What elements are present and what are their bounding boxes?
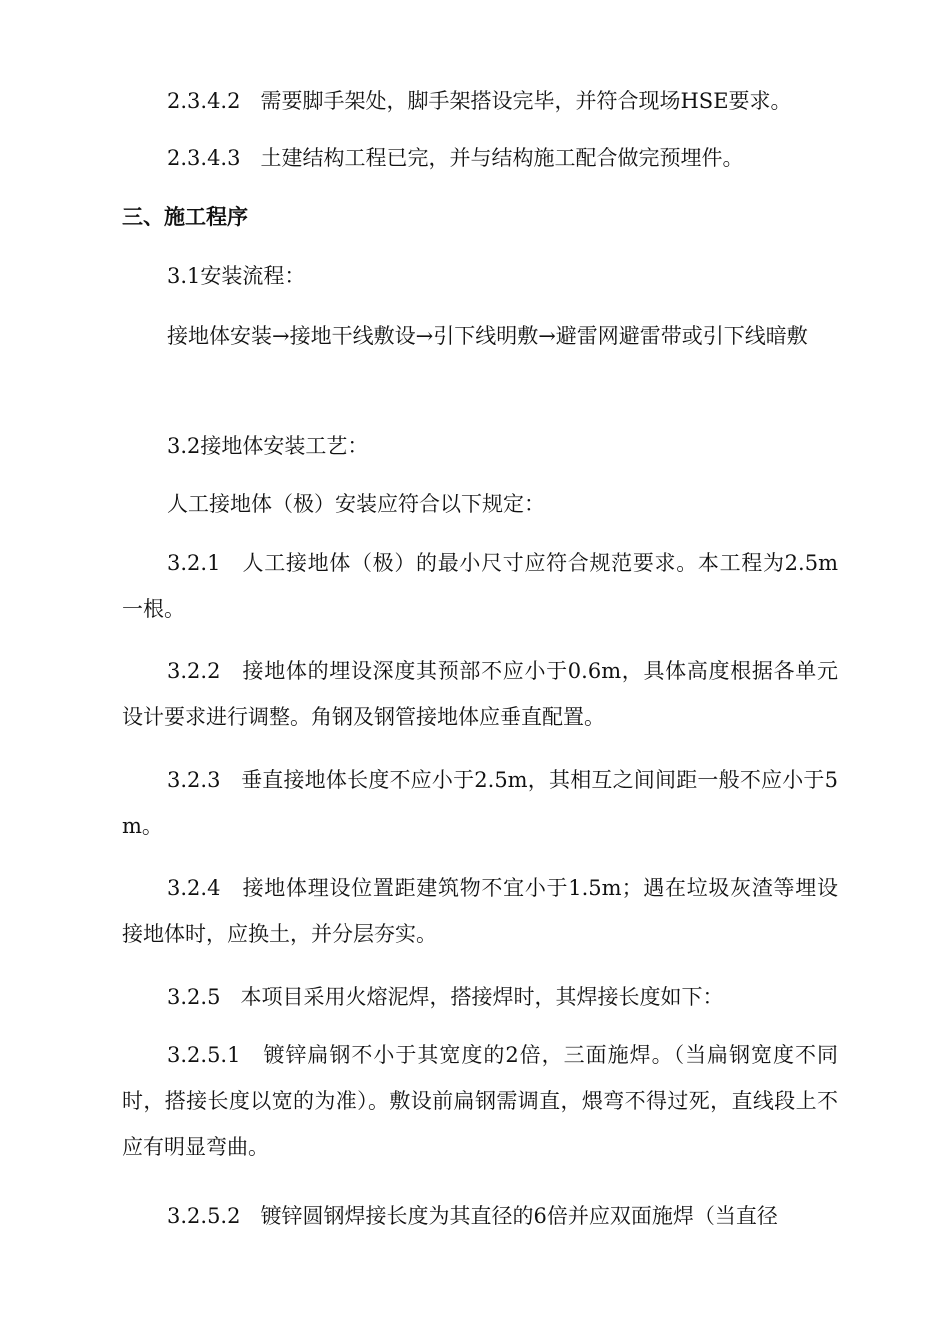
section-heading-construction-procedure: 三、施工程序 (122, 205, 248, 229)
paragraph-3-2-4: 3.2.4 接地体理设位置距建筑物不宜小于1.5m；遇在垃圾灰渣等埋设接地体时，应换土，并分层夯实。 (122, 876, 838, 946)
paragraph-2-3-4-2: 2.3.4.2 需要脚手架处，脚手架搭设完毕，并符合现场HSE要求。 (167, 89, 792, 113)
paragraph-3-2-title: 3.2接地体安装工艺： (167, 434, 369, 458)
paragraph-3-2-5: 3.2.5 本项目采用火熔泥焊，搭接焊时，其焊接长度如下： (167, 985, 724, 1009)
paragraph-3-2-5-2: 3.2.5.2 镀锌圆钢焊接长度为其直径的6倍并应双面施焊（当直径 (167, 1204, 778, 1228)
paragraph-3-2-5-1: 3.2.5.1 镀锌扁钢不小于其宽度的2倍，三面施焊。（当扁钢宽度不同时，搭接长度以宽的为准）。敷设前扁钢需调直，煨弯不得过死，直线段上不应有明显弯曲。 (122, 1043, 838, 1159)
paragraph-3-2-2: 3.2.2 接地体的埋设深度其预部不应小于0.6m，具体高度根据各单元设计要求进行调整。角钢及钢管接地体应垂直配置。 (122, 659, 838, 729)
paragraph-install-flow: 接地体安装→接地干线敷设→引下线明敷→避雷网避雷带或引下线暗敷 (167, 324, 808, 348)
paragraph-3-2-1: 3.2.1 人工接地体（极）的最小尺寸应符合规范要求。本工程为2.5m一根。 (122, 551, 838, 621)
paragraph-3-2-3: 3.2.3 垂直接地体长度不应小于2.5m，其相互之间间距一般不应小于5m。 (122, 768, 838, 838)
paragraph-3-1-title: 3.1安装流程： (167, 264, 306, 288)
paragraph-artificial-ground-intro: 人工接地体（极）安装应符合以下规定： (167, 492, 545, 516)
paragraph-2-3-4-3: 2.3.4.3 土建结构工程已完，并与结构施工配合做完预埋件。 (167, 146, 744, 170)
